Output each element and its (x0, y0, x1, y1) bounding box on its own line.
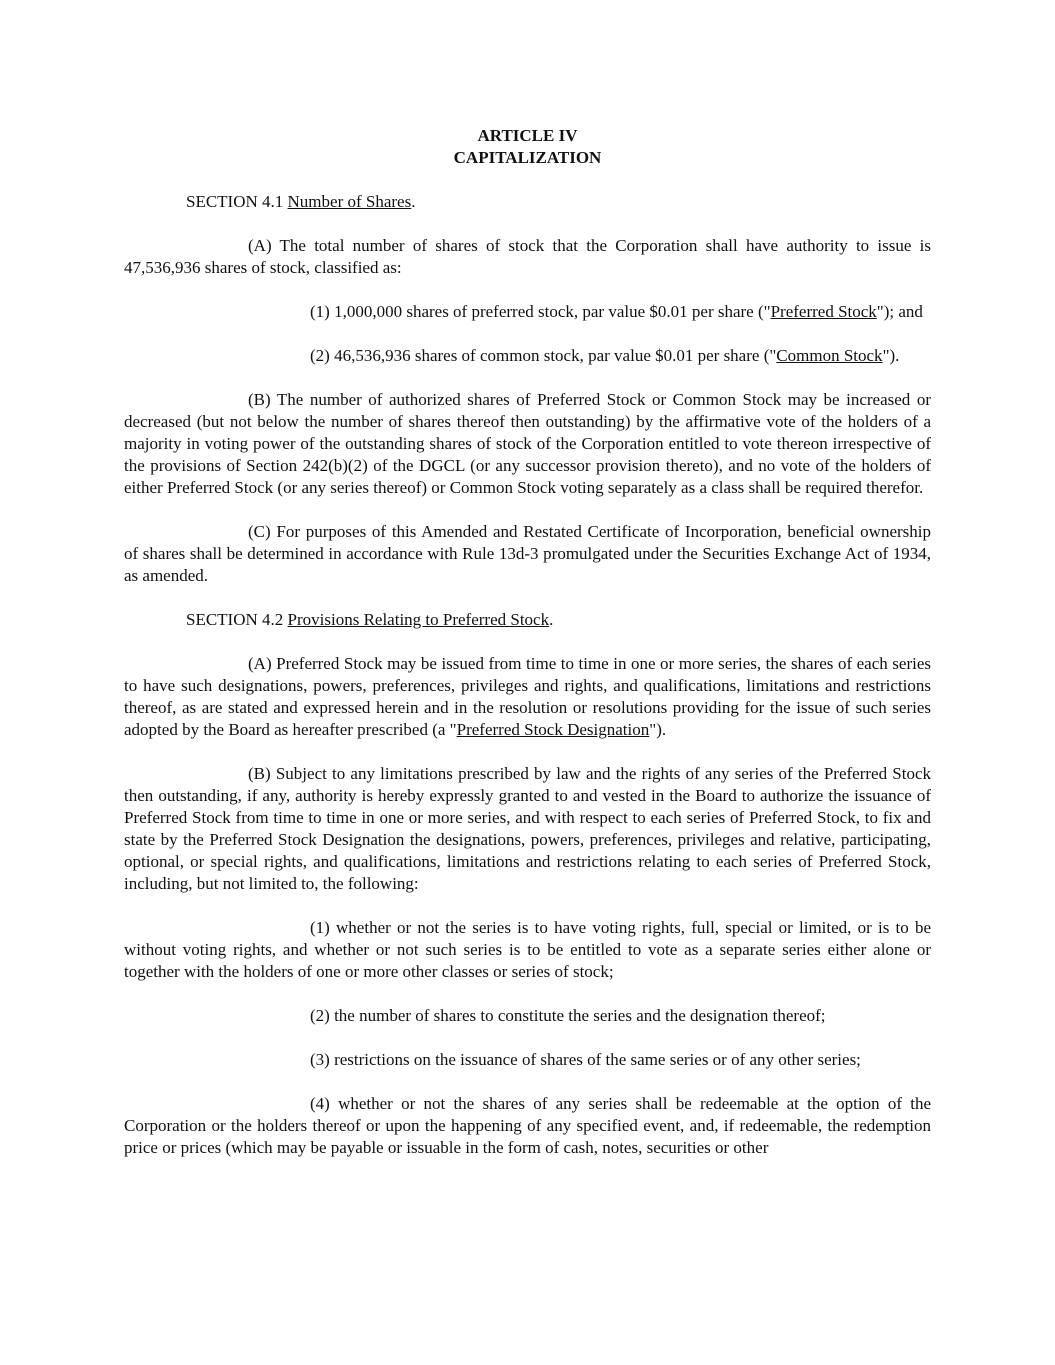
section-4-1-title: Number of Shares (287, 192, 412, 211)
item-2-suffix: "). (882, 346, 900, 365)
para-a-prefix: (A) Preferred Stock may be issued from time to time in one or more series, the shares of each series to have such designations, powers, preferences, privileges and rights, and qualifications, limitations and restrictions thereof, as are stated and expressed herein and in the resolution or resolutions providing for the issue of such series adopted by the Board as hereafter prescribed (a " (124, 654, 931, 739)
document-page (124, 125, 931, 1159)
article-number: ARTICLE IV (477, 126, 578, 145)
section-4-2-item-3: (3) restrictions on the issuance of shares of the same series or of any other series; (310, 1050, 861, 1069)
section-4-2-item-4: (4) whether or not the shares of any series shall be redeemable at the option of the Corporation or the holders thereof or upon the happening of any specified event, and, if redeemable, the redemption price or prices (which may be payable or issuable in the form of cash, notes, securities or other (124, 1094, 931, 1157)
section-4-2-para-b: (B) Subject to any limitations prescribed by law and the rights of any series of the Preferred Stock then outstanding, if any, authority is hereby expressly granted to and vested in the Board to authorize the issuance of Preferred Stock from time to time in one or more series, and with respect to each series of Preferred Stock, to fix and state by the Preferred Stock Designation the designations, powers, preferences, privileges and relative, participating, optional, or special rights, and qualifications, limitations and restrictions relating to each series of Preferred Stock, including, but not limited to, the following: (124, 764, 931, 893)
article-title: CAPITALIZATION (453, 148, 602, 167)
preferred-stock-term: Preferred Stock (770, 302, 877, 321)
preferred-stock-designation-term: Preferred Stock Designation (456, 720, 650, 739)
section-4-2-title: Provisions Relating to Preferred Stock (287, 610, 550, 629)
section-4-2-item-2: (2) the number of shares to constitute the series and the designation thereof; (310, 1006, 826, 1025)
item-1-suffix: "); and (876, 302, 923, 321)
para-a-suffix: "). (649, 720, 667, 739)
common-stock-term: Common Stock (776, 346, 883, 365)
section-4-2-para-a (124, 653, 931, 741)
section-4-2-heading (124, 609, 931, 631)
section-4-2-item-1: (1) whether or not the series is to have voting rights, full, special or limited, or is to be without voting rights, and whether or not such series is to be entitled to vote as a separate series either alone or together with the holders of one or more other classes or series of stock; (124, 918, 931, 981)
section-4-1-para-b: (B) The number of authorized shares of Preferred Stock or Common Stock may be increased or decreased (but not below the number of shares thereof then outstanding) by the affirmative vote of the holders of a majority in voting power of the outstanding shares of stock of the Corporation entitled to vote thereon irrespective of the provisions of Section 242(b)(2) of the DGCL (or any successor provision thereto), and no vote of the holders of either Preferred Stock (or any series thereof) or Common Stock voting separately as a class shall be required therefor. (124, 390, 931, 497)
section-4-2-label: SECTION 4.2 (186, 610, 288, 629)
section-4-2-end: . (549, 610, 554, 629)
article-heading (124, 125, 931, 169)
section-4-1-label: SECTION 4.1 (186, 192, 288, 211)
section-4-1-para-c: (C) For purposes of this Amended and Restated Certificate of Incorporation, beneficial ownership of shares shall be determined in accordance with Rule 13d-3 promulgated under the Securities Exchange Act of 1934, as amended. (124, 522, 931, 585)
section-4-1-item-2 (124, 345, 931, 367)
section-4-1-item-1 (124, 301, 931, 323)
section-4-1-end: . (411, 192, 416, 211)
item-2-prefix: (2) 46,536,936 shares of common stock, par value $0.01 per share (" (310, 346, 777, 365)
section-4-1-heading (124, 191, 931, 213)
section-4-1-para-a: (A) The total number of shares of stock that the Corporation shall have authority to issue is 47,536,936 shares of stock, classified as: (124, 236, 931, 277)
item-1-prefix: (1) 1,000,000 shares of preferred stock, par value $0.01 per share (" (310, 302, 771, 321)
